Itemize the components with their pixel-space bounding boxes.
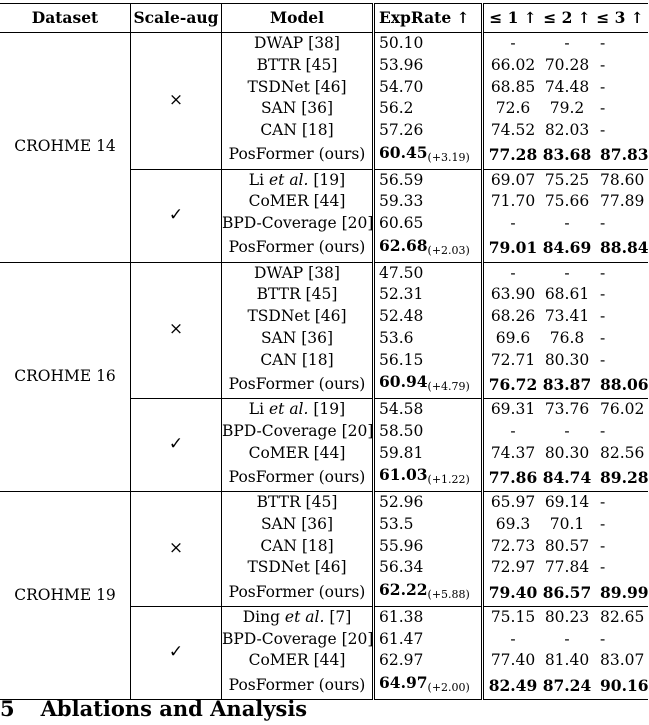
exprate-value: 59.33 [379,192,424,211]
exprate-cell [374,421,483,443]
model-cell: CoMER [44] [222,650,374,672]
exprate-cell [374,536,483,558]
le3-cell: - [600,514,606,533]
le1-cell: 72.97 [490,558,536,577]
exprate-value: 64.97 [379,673,428,692]
le2-cell: 83.68 [542,145,592,165]
model-cell: PosFormer (ours) [222,371,374,398]
le1-cell: 69.31 [483,399,543,421]
model-cell: PosFormer (ours) [222,142,374,169]
exprate-value: 61.47 [379,629,424,648]
results-table-container [0,3,649,700]
le1-cell: 66.02 [490,55,536,74]
exprate-value: 53.96 [379,55,424,74]
le1-cell: 76.72 [488,374,538,394]
exprate-cell [374,33,483,55]
model-cell: BPD-Coverage [20] [222,213,374,235]
exprate-cell [374,98,483,120]
le3-cell: 89.99 [600,582,649,602]
header-dataset: Dataset [0,4,131,33]
model-cell: BPD-Coverage [20] [222,629,374,651]
model-cell: BTTR [45] [222,492,374,514]
exprate-value: 59.81 [379,443,424,462]
exprate-delta: (+3.19) [427,150,470,164]
exprate-value: 56.2 [379,99,414,118]
le1-cell: 72.73 [490,536,536,555]
le2-cell: 74.48 [544,77,590,96]
model-cell: CoMER [44] [222,443,374,465]
le1-cell: 72.71 [490,350,536,369]
le2-cell: 69.14 [542,492,592,514]
exprate-cell [374,120,483,142]
exprate-value: 60.65 [379,214,424,232]
exprate-value: 56.34 [379,558,424,577]
exprate-value: 52.48 [379,307,424,325]
exprate-value: 50.10 [379,34,424,52]
le3-cell: 88.06 [600,374,649,394]
model-cell: Ding et al. [7] [222,606,374,628]
le3-cell: 87.83 [600,145,649,165]
exprate-value: 62.68 [379,235,428,255]
le2-cell: 82.03 [544,121,590,139]
scale-aug-cell: ✓ [131,606,222,699]
exprate-value: 56.59 [379,170,424,189]
le1-cell: 71.70 [490,192,536,211]
le1-cell: - [483,262,543,284]
exprate-cell [374,213,483,235]
exprate-value: 55.96 [379,536,424,555]
le2-cell: - [542,262,592,284]
le2-cell: 75.25 [542,169,592,191]
le3-cell: - [600,350,606,369]
le3-cell: - [600,307,606,325]
exprate-cell [374,142,483,169]
model-cell: Li et al. [19] [222,169,374,191]
le1-cell: 69.6 [495,328,531,347]
exprate-cell [374,606,483,628]
le2-cell: 73.76 [542,399,592,421]
exprate-cell [374,399,483,421]
model-cell: CoMER [44] [222,191,374,213]
exprate-value: 57.26 [379,121,424,139]
exprate-value: 62.97 [379,651,424,670]
exprate-value: 54.70 [379,77,424,96]
le1-cell: 79.40 [488,582,538,602]
exprate-delta: (+2.00) [427,681,470,694]
scale-aug-cell: × [131,492,222,607]
model-cell: PosFormer (ours) [222,464,374,491]
le2-cell: 77.84 [544,558,590,577]
le3-cell: 83.07 [600,651,645,670]
le3-cell: 82.65 [592,606,648,628]
exprate-value: 62.22 [379,580,428,599]
le1-cell: 63.90 [490,285,536,304]
le3-cell: - [600,121,606,139]
exprate-cell [374,672,483,699]
model-cell: BTTR [45] [222,55,374,77]
le2-cell: 75.66 [544,192,590,211]
model-cell: SAN [36] [222,98,374,120]
le2-cell: 80.30 [544,443,590,462]
exprate-cell [374,492,483,514]
le1-cell: 74.52 [490,121,536,139]
le2-cell: - [564,421,570,440]
le2-cell: 70.28 [544,55,590,74]
exprate-value: 60.45 [379,142,428,162]
header-le2: ≤ 2 ↑ [543,8,591,27]
header-scale-aug: Scale-aug [131,4,222,33]
exprate-value: 52.31 [379,285,424,304]
model-cell: SAN [36] [222,514,374,536]
le2-cell: - [564,34,570,52]
exprate-delta: (+5.88) [427,588,470,601]
le3-cell: - [600,536,606,555]
model-cell: BPD-Coverage [20] [222,421,374,443]
le1-cell: 77.86 [488,467,538,487]
section-heading [0,696,307,721]
le3-cell: 78.60 [592,169,648,191]
le3-cell: - [600,77,606,96]
model-cell: SAN [36] [222,328,374,350]
exprate-cell [374,629,483,651]
exprate-cell [374,77,483,99]
exprate-value: 47.50 [379,263,424,282]
le2-cell: 83.87 [542,374,592,394]
table-row [0,492,648,514]
le2-cell: 80.57 [544,536,590,555]
exprate-value: 53.6 [379,328,414,347]
model-cell: Li et al. [19] [222,399,374,421]
model-cell: TSDNet [46] [222,77,374,99]
results-table [0,3,648,700]
le1-cell: - [510,34,516,52]
dataset-cell: CROHME 19 [0,492,131,700]
model-cell: BTTR [45] [222,284,374,306]
scale-aug-cell: ✓ [131,399,222,492]
le2-cell: 70.1 [549,514,585,533]
le2-cell: 79.2 [549,99,585,118]
model-cell: PosFormer (ours) [222,579,374,606]
le1-cell: - [510,214,516,232]
le2-cell: 80.23 [542,606,592,628]
scale-aug-cell: × [131,262,222,399]
table-body [0,33,648,700]
exprate-cell [374,557,483,579]
le3-cell: - [600,328,606,347]
dataset-cell: CROHME 16 [0,262,131,492]
le3-cell: - [600,34,606,52]
scale-aug-cell: ✓ [131,169,222,262]
exprate-value: 61.38 [379,607,424,626]
model-cell: CAN [18] [222,536,374,558]
exprate-delta: (+2.03) [427,243,470,257]
le3-cell: - [600,629,606,648]
le1-cell: 68.85 [490,77,536,96]
exprate-cell [374,262,483,284]
exprate-cell [374,284,483,306]
model-cell: DWAP [38] [222,33,374,55]
le2-cell: 86.57 [542,582,592,602]
le3-cell: - [600,214,606,232]
exprate-cell [374,579,483,606]
le1-cell: 75.15 [483,606,543,628]
exprate-cell [374,514,483,536]
model-cell: PosFormer (ours) [222,235,374,262]
le3-cell: - [600,421,606,440]
exprate-value: 52.96 [379,493,424,511]
le2-cell: 80.30 [544,350,590,369]
exprate-value: 60.94 [379,372,428,392]
le2-cell: 81.40 [544,651,590,670]
header-le3: ≤ 3 ↑ [596,8,644,27]
table-row [0,33,648,55]
le2-cell: 87.24 [542,672,592,699]
exprate-value: 61.03 [379,465,428,485]
scale-aug-cell: × [131,33,222,170]
le3-cell: 77.89 [600,192,645,211]
section-title: Ablations and Analysis [40,696,308,721]
exprate-value: 56.15 [379,350,424,369]
header-model: Model [222,4,374,33]
le1-cell: - [510,629,516,648]
le2-cell: 84.69 [542,238,592,258]
le2-cell: 68.61 [544,285,590,304]
le2-cell: - [564,214,570,232]
model-cell: TSDNet [46] [222,557,374,579]
exprate-cell [374,235,483,262]
exprate-cell [374,464,483,491]
le1-cell: 79.01 [488,238,538,258]
le3-cell: - [600,558,606,577]
exprate-cell [374,55,483,77]
dataset-cell: CROHME 14 [0,33,131,263]
exprate-cell [374,328,483,350]
exprate-cell [374,169,483,191]
exprate-cell [374,371,483,398]
table-row [0,262,648,284]
exprate-value: 58.50 [379,421,424,440]
exprate-delta: (+1.22) [427,473,470,487]
le3-cell: - [592,492,648,514]
exprate-cell [374,191,483,213]
le1-cell: - [510,421,516,440]
le3-cell: - [600,99,606,118]
le3-cell: 90.16 [592,672,648,699]
le1-cell: 68.26 [490,307,536,325]
le1-cell: 65.97 [483,492,543,514]
le2-cell: 84.74 [542,467,592,487]
le3-cell: 76.02 [592,399,648,421]
le3-cell: 88.84 [600,238,649,258]
le1-cell: 77.40 [490,651,536,670]
exprate-cell [374,306,483,328]
model-cell: CAN [18] [222,120,374,142]
section-number: 5 [0,696,15,721]
le1-cell: 69.3 [495,514,531,533]
header-row [0,4,648,33]
exprate-value: 53.5 [379,514,414,533]
model-cell: DWAP [38] [222,262,374,284]
le3-cell: - [592,262,648,284]
le2-cell: - [564,629,570,648]
le1-cell: 82.49 [483,672,543,699]
model-cell: PosFormer (ours) [222,672,374,699]
model-cell: CAN [18] [222,350,374,372]
header-exprate: ExpRate ↑ [374,4,483,33]
exprate-cell [374,443,483,465]
exprate-delta: (+4.79) [427,380,470,394]
le3-cell: 82.56 [600,443,645,462]
le3-cell: - [600,285,606,304]
le1-cell: 77.28 [488,145,538,165]
le1-cell: 69.07 [483,169,543,191]
le1-cell: 74.37 [490,443,536,462]
header-le1: ≤ 1 ↑ [489,8,537,27]
le3-cell: 89.28 [600,467,649,487]
model-cell: TSDNet [46] [222,306,374,328]
le1-cell: 72.6 [495,99,531,118]
exprate-cell [374,650,483,672]
le3-cell: - [600,55,606,74]
le2-cell: 73.41 [544,307,590,325]
exprate-value: 54.58 [379,400,424,418]
le2-cell: 76.8 [549,328,585,347]
exprate-cell [374,350,483,372]
